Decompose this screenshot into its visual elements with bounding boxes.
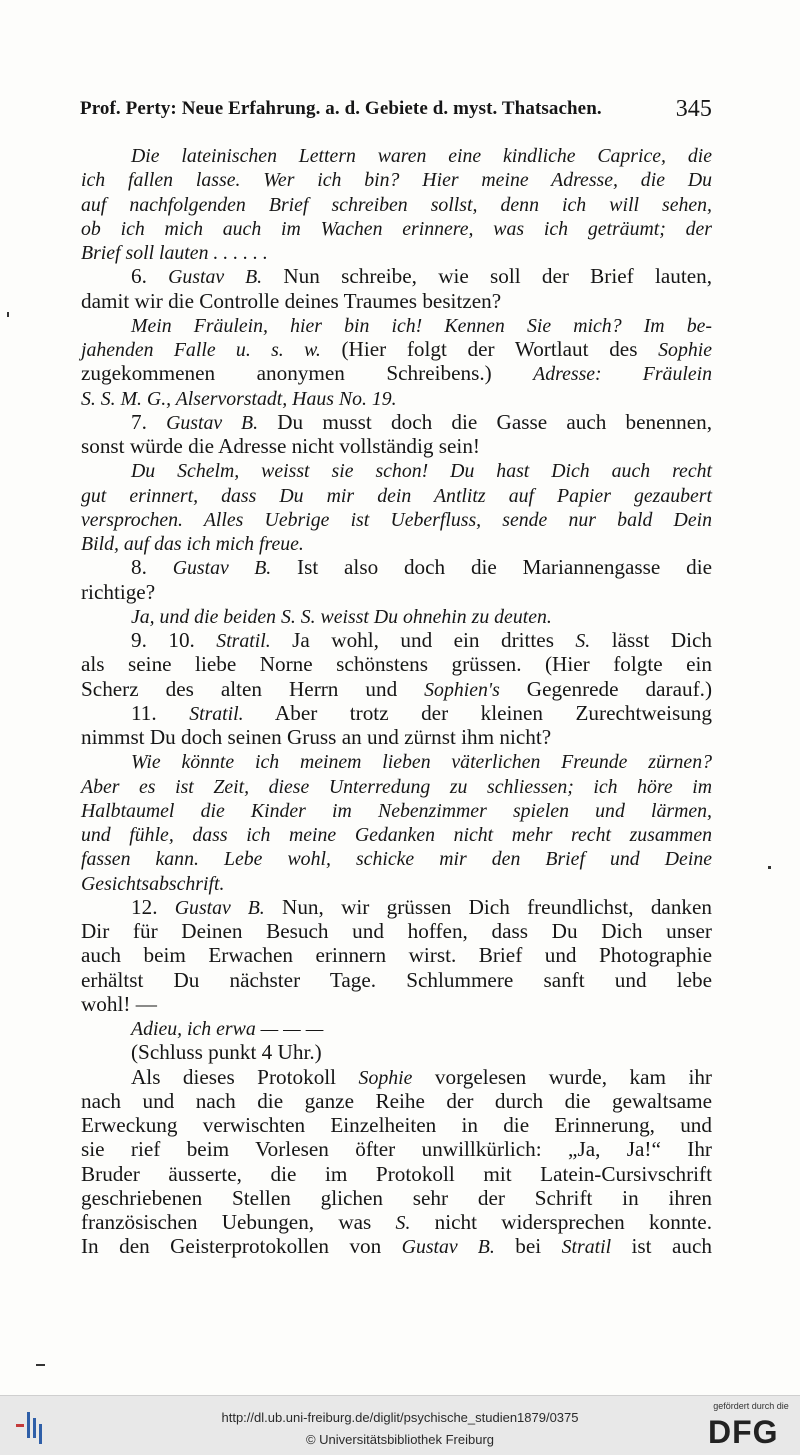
page-number: 345 (675, 96, 712, 122)
text-line (81, 410, 712, 434)
text-line (81, 628, 712, 652)
text-line (81, 943, 712, 967)
italic-text: Ja, und die beiden S. S. weisst Du ohnehin zu deuten. (131, 605, 552, 628)
text-line (81, 1234, 712, 1258)
text-line (81, 483, 712, 507)
italic-text: Stratil. (189, 702, 244, 725)
text-line (81, 216, 712, 240)
text-line (81, 798, 712, 822)
text-run: erhältst Du nächster Tage. Schlummere sanft und lebe (81, 967, 712, 992)
text-run: lässt Dich (590, 628, 713, 652)
italic-text: Adieu, ich erwa — — — (131, 1018, 324, 1040)
text-line (81, 725, 712, 749)
text-run: Gegenrede darauf.) (499, 676, 712, 701)
text-line (81, 1016, 712, 1040)
text-run: In den Geisterprotokollen von (81, 1234, 402, 1259)
text-run: 11. (131, 700, 190, 725)
text-run: Aber trotz der kleinen Zurechtweisung (243, 700, 712, 725)
text-run: 12. (131, 894, 175, 919)
text-run: als seine liebe Norne schönstens grüssen. (Hier folgte ein (81, 652, 712, 677)
text-run: vorgelesen wurde, kam ihr (412, 1064, 712, 1089)
text-run: sonst würde die Adresse nicht vollständig sein! (81, 434, 480, 458)
text-run: zugekommenen anonymen Schreibens.) (81, 361, 534, 386)
text-run: Nun schreibe, wie soll der Brief lauten, (262, 264, 713, 289)
text-run: damit wir die Controlle deines Traumes besitzen? (81, 288, 502, 313)
text-line (81, 337, 712, 361)
text-line (81, 1186, 712, 1210)
italic-text: Sophien's (424, 678, 500, 701)
italic-text: Aber es ist Zeit, diese Unterredung zu schliessen; ich höre im (81, 775, 712, 798)
dfg-logo-word: DFG (708, 1414, 779, 1450)
italic-text: Brief soll lauten . . . . . . (81, 242, 268, 264)
italic-text: Stratil (561, 1236, 612, 1259)
text-line (81, 749, 712, 773)
viewer-footer (0, 1395, 800, 1455)
text-line (81, 1089, 712, 1113)
text-line (81, 507, 712, 531)
text-line (81, 192, 712, 216)
italic-text: Wie könnte ich meinem lieben väterlichen Freunde zürnen? (131, 751, 712, 774)
text-run: (Schluss punkt 4 Uhr.) (131, 1040, 322, 1065)
text-line (81, 167, 712, 191)
italic-text: gut erinnert, dass Du mir dein Antlitz auf Papier gezaubert (81, 484, 712, 507)
text-run: nimmst Du doch seinen Gruss an und zürnst ihm nicht? (81, 725, 552, 749)
text-line (81, 822, 712, 846)
italic-text: S. (395, 1212, 411, 1234)
text-line (81, 652, 712, 676)
text-line (81, 992, 712, 1016)
text-run: nicht widersprechen konnte. (410, 1210, 712, 1234)
italic-text: Gesichtsabschrift. (81, 872, 225, 895)
text-run: französischen Uebungen, was (81, 1210, 396, 1234)
text-run: geschriebenen Stellen glichen sehr der Schrift in ihren (81, 1185, 712, 1210)
page-body-text (81, 143, 712, 1259)
italic-text: Mein Fräulein, hier bin ich! Kennen Sie mich? Im be- (131, 314, 712, 337)
italic-text: Gustav B. (401, 1236, 495, 1259)
text-line (81, 1210, 712, 1234)
text-run: 9. 10. (131, 628, 217, 652)
italic-text: Sophie (658, 339, 712, 361)
text-line (81, 240, 712, 264)
italic-text: versprochen. Alles Uebrige ist Ueberfluss, sende nur bald Dein (81, 508, 712, 531)
text-run: bei (494, 1234, 562, 1259)
italic-text: ich fallen lasse. Wer ich bin? Hier meine Adresse, die Du (81, 169, 712, 192)
text-line (81, 895, 712, 919)
text-line (81, 289, 712, 313)
text-run: sie rief beim Vorlesen öfter unwillkürlich: „Ja, Ja!“ Ihr (81, 1137, 712, 1162)
text-run: Ist also doch die Mariannengasse die (271, 555, 713, 580)
text-line (81, 871, 712, 895)
italic-text: auf nachfolgenden Brief schreiben sollst, denn ich will sehen, (81, 193, 712, 216)
italic-text: Adresse: Fräulein (533, 363, 712, 386)
text-line (81, 968, 712, 992)
text-run: Erweckung verwischten Einzelheiten in die Erinnerung, und (81, 1113, 712, 1137)
italic-text: jahenden Falle u. s. w. (81, 339, 321, 361)
text-line (81, 143, 712, 167)
italic-text: und fühle, dass ich meine Gedanken nicht mehr recht zusammen (81, 824, 712, 846)
italic-text: ob ich mich auch im Wachen erinnere, was ich geträumt; der (81, 217, 712, 240)
italic-text: Bild, auf das ich mich freue. (81, 533, 304, 555)
text-line (81, 1065, 712, 1089)
text-line (81, 1162, 712, 1186)
source-url-link[interactable]: http://dl.ub.uni-freiburg.de/diglit/psychische_studien1879/0375 (221, 1410, 579, 1425)
text-run: wohl! — (81, 991, 157, 1016)
text-run: (Hier folgt der Wortlaut des (320, 337, 659, 361)
italic-text: Gustav B. (172, 557, 272, 580)
text-line (81, 774, 712, 798)
text-line (81, 264, 712, 288)
text-line (81, 677, 712, 701)
text-line (81, 434, 712, 458)
text-line (81, 919, 712, 943)
text-line (81, 1113, 712, 1137)
text-line (81, 1137, 712, 1161)
text-line (81, 1040, 712, 1064)
text-run: 7. (131, 409, 167, 434)
text-run: Du musst doch die Gasse auch benennen, (258, 409, 713, 434)
italic-text: Gustav B. (174, 896, 265, 919)
text-run: Dir für Deinen Besuch und hoffen, dass Du Dich unser (81, 919, 712, 943)
italic-text: Halbtaumel die Kinder im Nebenzimmer spielen und lärmen, (81, 799, 712, 822)
italic-text: Du Schelm, weisst sie schon! Du hast Dich auch recht (131, 460, 712, 483)
text-run: Scherz des alten Herrn und (81, 676, 425, 701)
text-line (81, 313, 712, 337)
italic-text: Sophie (358, 1066, 413, 1089)
text-run: Ja wohl, und ein drittes (270, 628, 576, 652)
italic-text: Stratil. (216, 630, 271, 652)
text-run: 8. (131, 555, 173, 580)
text-line (81, 458, 712, 482)
running-header (80, 92, 712, 126)
text-run: 6. (131, 264, 169, 289)
text-line (81, 604, 712, 628)
italic-text: S. (575, 630, 591, 652)
text-run: richtige? (81, 579, 156, 604)
text-line (81, 580, 712, 604)
text-run: ist auch (611, 1234, 713, 1259)
text-run: nach und nach die ganze Reihe der durch die gewaltsame (81, 1088, 712, 1113)
text-run: Bruder äusserte, die im Protokoll mit Latein-Cursivschrift (81, 1161, 712, 1186)
italic-text: S. S. M. G., Alservorstadt, Haus No. 19. (81, 387, 397, 410)
text-line (81, 555, 712, 579)
text-line (81, 701, 712, 725)
text-run: auch beim Erwachen erinnern wirst. Brief und Photographie (81, 943, 712, 968)
margin-speck (7, 312, 9, 317)
margin-speck (768, 866, 771, 869)
margin-speck (36, 1364, 45, 1366)
funder-note: gefördert durch die (713, 1401, 789, 1411)
running-title: Prof. Perty: Neue Erfahrung. a. d. Gebiete d. myst. Thatsachen. (80, 98, 602, 119)
italic-text: Die lateinischen Lettern waren eine kindliche Caprice, die (131, 145, 712, 167)
text-line (81, 361, 712, 385)
copyright-notice: © Universitätsbibliothek Freiburg (305, 1432, 495, 1447)
dfg-logo (706, 1400, 796, 1452)
italic-text: Gustav B. (168, 266, 263, 289)
text-line (81, 386, 712, 410)
text-line (81, 846, 712, 870)
italic-text: fassen kann. Lebe wohl, schicke mir den Brief und Deine (81, 848, 712, 871)
text-run: Als dieses Protokoll (131, 1064, 359, 1089)
text-run: Nun, wir grüssen Dich freundlichst, danken (264, 894, 713, 919)
italic-text: Gustav B. (166, 411, 259, 434)
text-line (81, 531, 712, 555)
